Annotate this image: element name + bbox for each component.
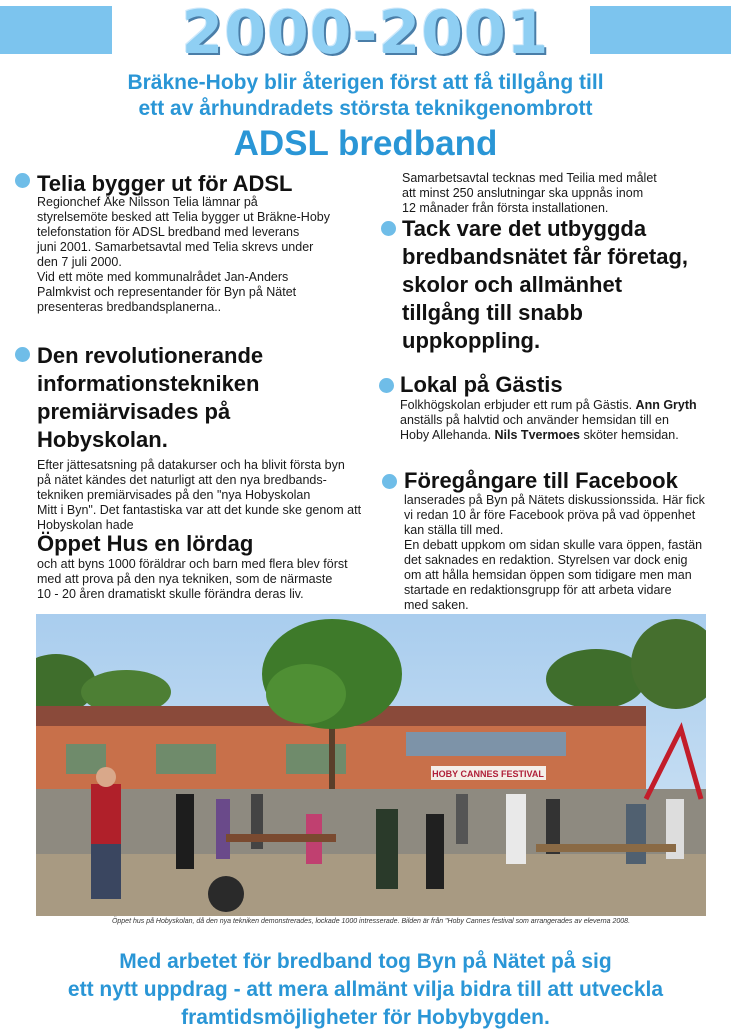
festival-banner: HOBY CANNES FESTIVAL <box>432 769 544 779</box>
section-body-open-house <box>37 557 382 602</box>
text-line: styrelsemöte besked att Telia bygger ut Bräkne-Hoby <box>37 210 330 224</box>
section-body-facebook <box>404 493 724 613</box>
section-heading-open-house: Öppet Hus en lördag <box>37 531 254 556</box>
text-line: Vid ett möte med kommunalrådet Jan-Anders <box>37 270 289 284</box>
text-line: kan ställa till med. <box>404 523 504 537</box>
text-line: tekniken premiärvisades på den "nya Hobyskolan <box>37 488 311 502</box>
person-name: Ann Gryth <box>635 398 697 412</box>
headline-line-2: ett av århundradets största teknikgenombrott <box>138 97 593 120</box>
text-span: Hoby Allehanda. <box>400 428 492 442</box>
text-line <box>400 428 725 443</box>
footer-text <box>0 948 731 1032</box>
heading-line: Hobyskolan. <box>37 427 168 452</box>
text-line: vi redan 10 år före Facebook pröva på vad öppenhet <box>404 508 696 522</box>
text-line: på nätet kändes det naturligt att den nya bredbands- <box>37 473 327 487</box>
text-line <box>400 398 725 413</box>
text-line: juni 2001. Samarbetsavtal med Telia skrevs under <box>37 240 314 254</box>
heading-line: Tack vare det utbyggda <box>402 216 647 241</box>
text-span: Folkhögskolan erbjuder ett rum på Gästis. <box>400 398 633 412</box>
text-line: anställs på halvtid och använder hemsidan till en <box>400 413 669 427</box>
footer-line: framtidsmöjligheter för Hobybygden. <box>181 1006 550 1029</box>
heading-line: premiärvisades på <box>37 399 231 424</box>
text-line: 12 månader från första installationen. <box>402 201 609 215</box>
text-line: telefonstation för ADSL bredband med leverans <box>37 225 300 239</box>
school-photo-illustration <box>36 614 706 916</box>
text-line: att minst 250 anslutningar ska uppnås inom <box>402 186 644 200</box>
text-line: den 7 juli 2000. <box>37 255 122 269</box>
text-line: En debatt uppkom om sidan skulle vara öppen, fastän <box>404 538 703 552</box>
bullet-icon <box>381 221 396 236</box>
text-line: 10 - 20 åren dramatiskt skulle förändra deras liv. <box>37 587 304 601</box>
text-line: och att byns 1000 föräldrar och barn med flera blev först <box>37 557 348 571</box>
section-heading-facebook: Föregångare till Facebook <box>404 468 678 493</box>
bullet-icon <box>379 378 394 393</box>
footer-line: Med arbetet för bredband tog Byn på Nätet på sig <box>119 950 612 973</box>
text-line: startade en redaktionsgrupp för att arbeta vidare <box>404 583 672 597</box>
section-heading-revolution <box>37 342 377 454</box>
heading-line: bredbandsnätet får företag, <box>402 244 689 269</box>
footer-line: ett nytt uppdrag - att mera allmänt vilja bidra till att utveckla <box>67 978 664 1001</box>
section-heading-telia: Telia bygger ut för ADSL <box>37 171 293 196</box>
text-line: Hobyskolan hade <box>37 518 134 532</box>
text-line: om att hålla hemsidan öppen som tidigare men man <box>404 568 692 582</box>
person-name: Nils Tvermoes <box>494 428 580 442</box>
text-line: Mitt i Byn". Det fantastiska var att det kunde ske genom att <box>37 503 362 517</box>
photo-caption: Öppet hus på Hobyskolan, då den nya tekniken demonstrerades, lockade 1000 intresserade. Bilden är från "Hoby Cannes festival som arrangerades av eleverna 2008. <box>111 918 631 925</box>
heading-line: informationstekniken <box>37 371 260 396</box>
heading-line: skolor och allmänhet <box>402 272 623 297</box>
headline-line-1: Bräkne-Hoby blir återigen först att få tillgång till <box>127 71 604 94</box>
bullet-icon <box>382 474 397 489</box>
bullet-icon <box>15 347 30 362</box>
school-photo <box>36 614 706 916</box>
text-line: presenteras bredbandsplanerna.. <box>37 300 222 314</box>
heading-line: uppkoppling. <box>402 328 541 353</box>
year-title: 2000-2001 <box>181 0 550 68</box>
bullet-icon <box>15 173 30 188</box>
text-line: Regionchef Åke Nilsson Telia lämnar på <box>37 195 258 209</box>
text-span: sköter hemsidan. <box>583 428 679 442</box>
adsl-title: ADSL bredband <box>233 124 498 163</box>
section-heading-gastis: Lokal på Gästis <box>400 372 563 397</box>
section-body-revolution <box>37 458 382 533</box>
text-line: Palmkvist och representander för Byn på Nätet <box>37 285 297 299</box>
text-line: det saknades en redaktion. Styrelsen var dock enig <box>404 553 688 567</box>
section-body-gastis <box>400 398 725 443</box>
text-line: Samarbetsavtal tecknas med Teilia med målet <box>402 171 657 185</box>
text-line: Efter jättesatsning på datakurser och ha blivit första byn <box>37 458 345 472</box>
heading-line: tillgång till snabb <box>402 300 583 325</box>
text-line: med att prova på den nya tekniken, som de närmaste <box>37 572 333 586</box>
section-body-telia <box>37 195 377 315</box>
text-line: med saken. <box>404 598 469 612</box>
text-line: lanserades på Byn på Nätets diskussionssida. Här fick <box>404 493 705 507</box>
agreement-intro <box>402 171 722 216</box>
section-heading-broadband-net <box>402 215 727 355</box>
heading-line: Den revolutionerande <box>37 343 264 368</box>
